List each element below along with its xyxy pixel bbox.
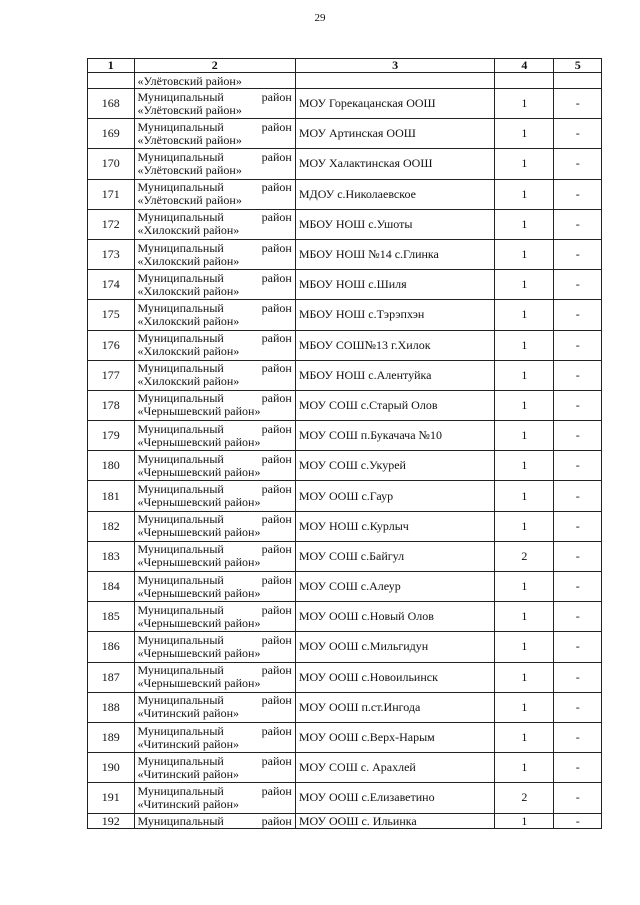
district-line-1: Муниципальный район xyxy=(137,783,292,798)
district-line-1: Муниципальный район xyxy=(137,753,292,768)
column-5-cell: - xyxy=(554,330,602,360)
quantity-cell: 1 xyxy=(495,209,554,239)
column-header-2: 2 xyxy=(134,59,295,73)
district-cell xyxy=(134,511,295,541)
row-number-cell: 174 xyxy=(88,270,135,300)
table-row xyxy=(88,662,602,692)
column-5-cell: - xyxy=(554,813,602,828)
district-cell xyxy=(134,722,295,752)
row-number-cell: 185 xyxy=(88,602,135,632)
column-5-cell: - xyxy=(554,632,602,662)
district-line-1: Муниципальный район xyxy=(137,572,292,587)
page-number: 29 xyxy=(314,12,326,24)
district-cell xyxy=(134,209,295,239)
organization-cell: МОУ ООШ с.Верх-Нарым xyxy=(295,722,495,752)
row-number-cell: 181 xyxy=(88,481,135,511)
district-line-1: Муниципальный район xyxy=(137,149,292,164)
organization-cell: МДОУ с.Николаевское xyxy=(295,179,495,209)
quantity-cell: 1 xyxy=(495,390,554,420)
table-row xyxy=(88,209,602,239)
table-row xyxy=(88,632,602,662)
column-5-cell: - xyxy=(554,270,602,300)
district-line-1: Муниципальный район xyxy=(137,89,292,104)
district-cell xyxy=(134,541,295,571)
row-number-cell: 184 xyxy=(88,572,135,602)
district-line-1: Муниципальный район xyxy=(137,331,292,346)
column-header-5: 5 xyxy=(554,59,602,73)
continuation-row xyxy=(88,73,602,89)
column-5-cell: - xyxy=(554,421,602,451)
row-number-cell: 187 xyxy=(88,662,135,692)
district-line-1: Муниципальный район xyxy=(137,270,292,285)
quantity-cell: 1 xyxy=(495,692,554,722)
organization-cell: МБОУ СОШ№13 г.Хилок xyxy=(295,330,495,360)
table-row xyxy=(88,89,602,119)
quantity-cell: 1 xyxy=(495,481,554,511)
continuation-district-cell: «Улётовский район» xyxy=(134,73,295,89)
quantity-cell: 1 xyxy=(495,632,554,662)
district-line-2: «Чернышевский район» xyxy=(137,495,261,510)
row-number-cell: 169 xyxy=(88,119,135,149)
continuation-num-cell xyxy=(88,73,135,89)
district-cell xyxy=(134,179,295,209)
district-line-1: Муниципальный район xyxy=(137,240,292,255)
district-cell xyxy=(134,662,295,692)
district-line-1: Муниципальный район xyxy=(137,119,292,134)
district-cell xyxy=(134,451,295,481)
district-line-2: «Чернышевский район» xyxy=(137,434,261,449)
continuation-col5-cell xyxy=(554,73,602,89)
district-line-2: «Читинский район» xyxy=(137,766,240,781)
district-line-1: Муниципальный район xyxy=(137,451,292,466)
column-5-cell: - xyxy=(554,149,602,179)
district-line-1: Муниципальный район xyxy=(137,210,292,225)
organization-cell: МОУ ООШ с.Мильгидун xyxy=(295,632,495,662)
district-line-1: Муниципальный район xyxy=(137,542,292,557)
quantity-cell: 1 xyxy=(495,662,554,692)
district-cell xyxy=(134,753,295,783)
quantity-cell: 1 xyxy=(495,89,554,119)
table-row xyxy=(88,149,602,179)
district-line-2: «Чернышевский район» xyxy=(137,615,261,630)
district-cell xyxy=(134,481,295,511)
table-row xyxy=(88,300,602,330)
row-number-cell: 173 xyxy=(88,239,135,269)
district-cell xyxy=(134,632,295,662)
district-line-1: Муниципальный район xyxy=(137,602,292,617)
organization-cell: МБОУ НОШ с.Ушоты xyxy=(295,209,495,239)
district-line-2: «Читинский район» xyxy=(137,706,240,721)
organization-cell: МОУ СОШ с.Укурей xyxy=(295,451,495,481)
district-line-1: Муниципальный район xyxy=(137,663,292,678)
organization-cell: МОУ ООШ с. Ильинка xyxy=(295,813,495,828)
district-line-2: «Чернышевский район» xyxy=(137,585,261,600)
row-number-cell: 172 xyxy=(88,209,135,239)
district-line-1: Муниципальный район xyxy=(137,482,292,497)
district-line-2: «Чернышевский район» xyxy=(137,645,261,660)
district-cell xyxy=(134,692,295,722)
district-line-2: «Улётовский район» xyxy=(137,162,242,177)
district-cell xyxy=(134,572,295,602)
column-5-cell: - xyxy=(554,753,602,783)
table-row xyxy=(88,753,602,783)
table-row xyxy=(88,783,602,813)
row-number-cell: 176 xyxy=(88,330,135,360)
organization-cell: МОУ СОШ с. Арахлей xyxy=(295,753,495,783)
table-row xyxy=(88,541,602,571)
continuation-qty-cell xyxy=(495,73,554,89)
column-5-cell: - xyxy=(554,300,602,330)
district-cell xyxy=(134,270,295,300)
quantity-cell: 1 xyxy=(495,270,554,300)
district-line-2: «Улётовский район» xyxy=(137,193,242,208)
district-line-1: Муниципальный район xyxy=(137,512,292,527)
quantity-cell: 1 xyxy=(495,239,554,269)
column-5-cell: - xyxy=(554,602,602,632)
organization-cell: МОУ СОШ с.Старый Олов xyxy=(295,390,495,420)
district-cell xyxy=(134,300,295,330)
quantity-cell: 1 xyxy=(495,119,554,149)
column-5-cell: - xyxy=(554,239,602,269)
quantity-cell: 1 xyxy=(495,511,554,541)
table-row xyxy=(88,239,602,269)
column-5-cell: - xyxy=(554,390,602,420)
district-cell xyxy=(134,89,295,119)
organization-cell: МОУ НОШ с.Курлыч xyxy=(295,511,495,541)
table-row xyxy=(88,360,602,390)
row-number-cell: 186 xyxy=(88,632,135,662)
table-row xyxy=(88,179,602,209)
district-cell xyxy=(134,421,295,451)
district-cell xyxy=(134,602,295,632)
quantity-cell: 1 xyxy=(495,753,554,783)
row-number-cell: 182 xyxy=(88,511,135,541)
quantity-cell: 1 xyxy=(495,330,554,360)
row-number-cell: 190 xyxy=(88,753,135,783)
quantity-cell: 2 xyxy=(495,541,554,571)
column-5-cell: - xyxy=(554,451,602,481)
organization-cell: МОУ СОШ п.Букачача №10 xyxy=(295,421,495,451)
quantity-cell: 1 xyxy=(495,451,554,481)
column-header-3: 3 xyxy=(295,59,495,73)
district-line-2: «Чернышевский район» xyxy=(137,404,261,419)
column-5-cell: - xyxy=(554,511,602,541)
district-line-2: «Читинский район» xyxy=(137,736,240,751)
organization-cell: МОУ ООШ с.Гаур xyxy=(295,481,495,511)
district-cell xyxy=(134,783,295,813)
quantity-cell: 1 xyxy=(495,300,554,330)
quantity-cell: 1 xyxy=(495,360,554,390)
column-5-cell: - xyxy=(554,572,602,602)
quantity-cell: 1 xyxy=(495,602,554,632)
table-row xyxy=(88,451,602,481)
row-number-cell: 191 xyxy=(88,783,135,813)
table-row xyxy=(88,813,602,828)
table-row xyxy=(88,119,602,149)
row-number-cell: 178 xyxy=(88,390,135,420)
row-number-cell: 179 xyxy=(88,421,135,451)
table-row xyxy=(88,602,602,632)
row-number-cell: 168 xyxy=(88,89,135,119)
quantity-cell: 1 xyxy=(495,421,554,451)
district-line-2: «Читинский район» xyxy=(137,796,240,811)
district-line-2: «Чернышевский район» xyxy=(137,555,261,570)
district-cell xyxy=(134,119,295,149)
organization-cell: МОУ СОШ с.Байгул xyxy=(295,541,495,571)
organization-cell: МОУ ООШ с.Новый Олов xyxy=(295,602,495,632)
district-cell xyxy=(134,390,295,420)
district-cell xyxy=(134,330,295,360)
district-cell xyxy=(134,813,295,828)
district-line-2: «Хилокский район» xyxy=(137,313,240,328)
district-line-2: «Улётовский район» xyxy=(137,102,242,117)
column-5-cell: - xyxy=(554,692,602,722)
row-number-cell: 192 xyxy=(88,813,135,828)
column-5-cell: - xyxy=(554,722,602,752)
column-5-cell: - xyxy=(554,360,602,390)
table-row xyxy=(88,572,602,602)
district-line-1: Муниципальный район xyxy=(137,632,292,647)
column-5-cell: - xyxy=(554,662,602,692)
table-row xyxy=(88,390,602,420)
quantity-cell: 1 xyxy=(495,149,554,179)
organization-cell: МОУ Горекацанская ООШ xyxy=(295,89,495,119)
organization-cell: МОУ ООШ с.Елизаветино xyxy=(295,783,495,813)
district-line-1: Муниципальный район xyxy=(137,300,292,315)
organization-cell: МБОУ НОШ №14 с.Глинка xyxy=(295,239,495,269)
row-number-cell: 189 xyxy=(88,722,135,752)
table-row xyxy=(88,330,602,360)
district-line-2: «Чернышевский район» xyxy=(137,464,261,479)
row-number-cell: 175 xyxy=(88,300,135,330)
quantity-cell: 2 xyxy=(495,783,554,813)
district-line-2: «Чернышевский район» xyxy=(137,676,261,691)
column-5-cell: - xyxy=(554,481,602,511)
district-line-2: «Хилокский район» xyxy=(137,283,240,298)
row-number-cell: 171 xyxy=(88,179,135,209)
table-row xyxy=(88,722,602,752)
district-line-1: Муниципальный район xyxy=(137,421,292,436)
row-number-cell: 170 xyxy=(88,149,135,179)
district-line-2: «Хилокский район» xyxy=(137,344,240,359)
row-number-cell: 180 xyxy=(88,451,135,481)
table-row xyxy=(88,692,602,722)
district-line-2: «Чернышевский район» xyxy=(137,525,261,540)
schools-table xyxy=(87,58,602,829)
table-header-row xyxy=(88,59,602,73)
district-line-1: Муниципальный район xyxy=(137,391,292,406)
district-line-1: Муниципальный район xyxy=(137,180,292,195)
organization-cell: МОУ Артинская ООШ xyxy=(295,119,495,149)
row-number-cell: 177 xyxy=(88,360,135,390)
quantity-cell: 1 xyxy=(495,813,554,828)
organization-cell: МОУ ООШ п.ст.Ингода xyxy=(295,692,495,722)
continuation-org-cell xyxy=(295,73,495,89)
column-5-cell: - xyxy=(554,541,602,571)
table-row xyxy=(88,270,602,300)
column-5-cell: - xyxy=(554,783,602,813)
organization-cell: МОУ Халактинская ООШ xyxy=(295,149,495,179)
quantity-cell: 1 xyxy=(495,722,554,752)
district-cell xyxy=(134,239,295,269)
column-5-cell: - xyxy=(554,209,602,239)
organization-cell: МБОУ НОШ с.Алентуйка xyxy=(295,360,495,390)
district-cell xyxy=(134,360,295,390)
district-line-2: «Хилокский район» xyxy=(137,374,240,389)
column-5-cell: - xyxy=(554,119,602,149)
district-cell xyxy=(134,149,295,179)
district-line-2: «Хилокский район» xyxy=(137,223,240,238)
table-row xyxy=(88,421,602,451)
district-line-2: «Улётовский район» xyxy=(137,132,242,147)
organization-cell: МОУ СОШ с.Алеур xyxy=(295,572,495,602)
district-line-1: Муниципальный район xyxy=(137,813,292,828)
row-number-cell: 188 xyxy=(88,692,135,722)
column-5-cell: - xyxy=(554,89,602,119)
row-number-cell: 183 xyxy=(88,541,135,571)
column-5-cell: - xyxy=(554,179,602,209)
district-line-1: Муниципальный район xyxy=(137,361,292,376)
quantity-cell: 1 xyxy=(495,572,554,602)
table-row xyxy=(88,511,602,541)
district-line-1: Муниципальный район xyxy=(137,723,292,738)
organization-cell: МБОУ НОШ с.Шиля xyxy=(295,270,495,300)
column-header-1: 1 xyxy=(88,59,135,73)
district-line-2: «Хилокский район» xyxy=(137,253,240,268)
quantity-cell: 1 xyxy=(495,179,554,209)
district-line-1: Муниципальный район xyxy=(137,693,292,708)
column-header-4: 4 xyxy=(495,59,554,73)
table-row xyxy=(88,481,602,511)
organization-cell: МОУ ООШ с.Новоильинск xyxy=(295,662,495,692)
organization-cell: МБОУ НОШ с.Тэрэпхэн xyxy=(295,300,495,330)
